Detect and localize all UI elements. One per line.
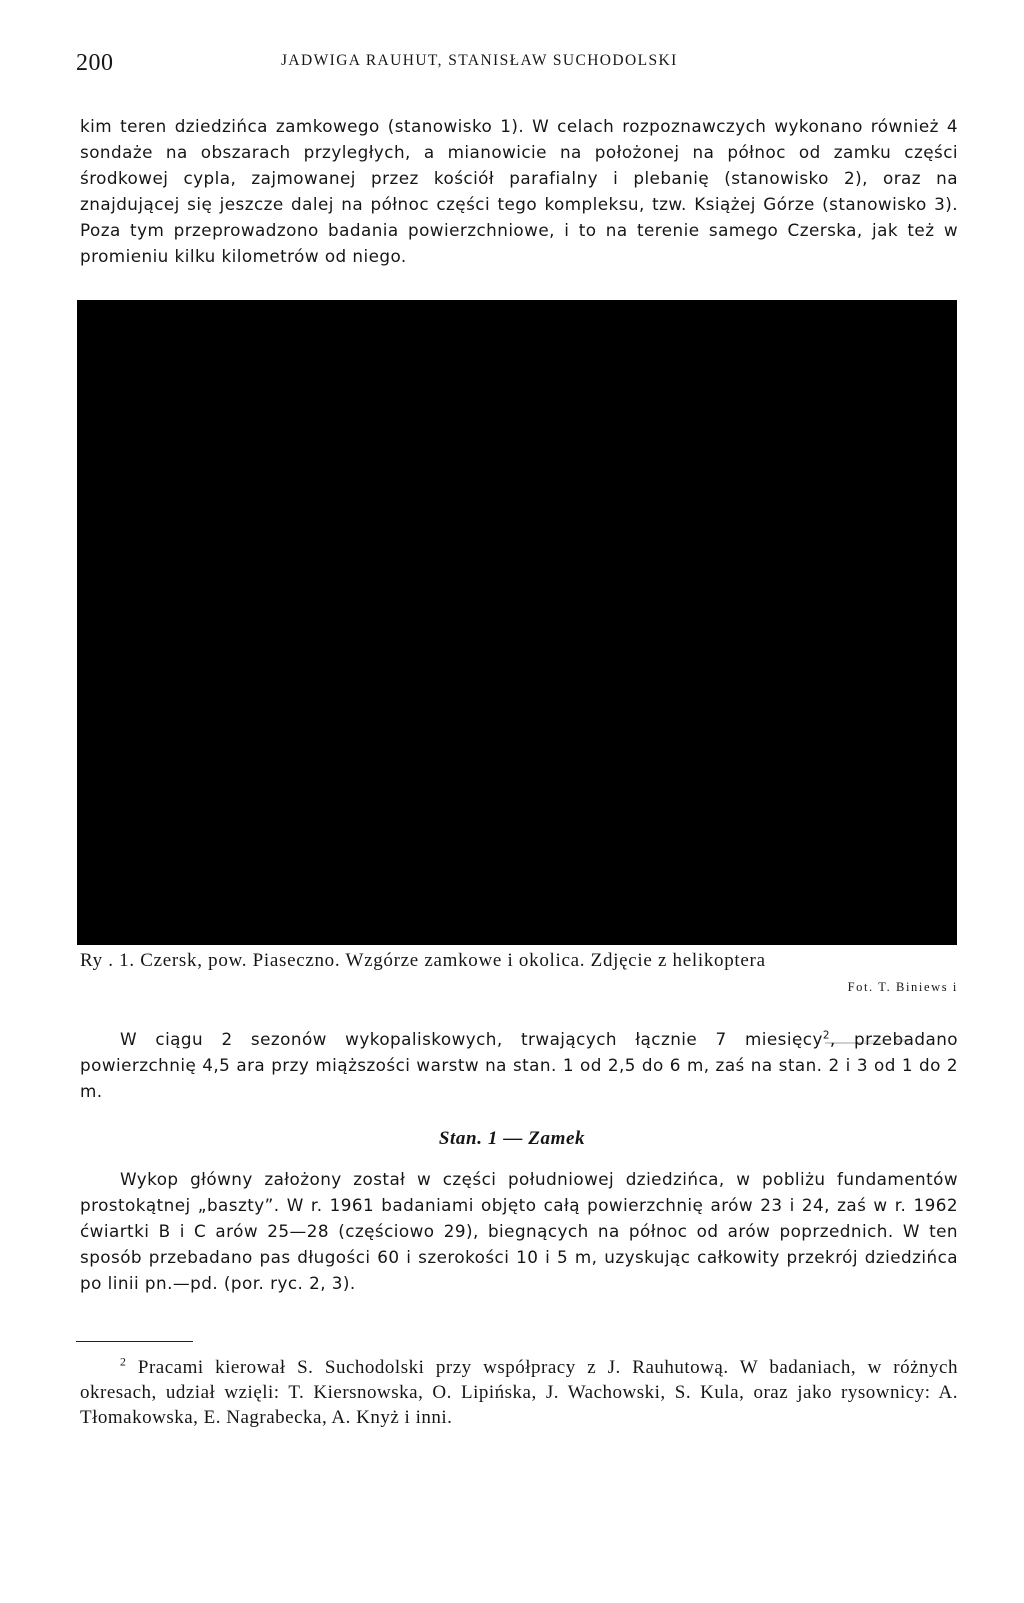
footnote (80, 1355, 958, 1430)
paragraph-text: W ciągu 2 sezonów wykopaliskowych, trwających łącznie 7 miesięcy (120, 1029, 823, 1049)
running-head: JADWIGA RAUHUT, STANISŁAW SUCHODOLSKI (281, 52, 678, 69)
page-number: 200 (76, 50, 114, 76)
section-heading: Stan. 1 — Zamek (438, 1128, 586, 1149)
aerial-photograph (77, 300, 957, 945)
body-paragraph: kim teren dziedzińca zamkowego (stanowisko 1). W celach rozpoznawczych wykonano również 4 sondaże na obszarach przyległych, a mianowicie na położonej na północ od zamku części środkowej cypla, zajmowanej przez kościół parafialny i plebanię (stanowisko 2), oraz na znajdującej się jeszcze dalej na północ części tego kompleksu, tzw. Książej Górze (stanowisko 3). Poza tym przeprowadzono badania powierzchniowe, i to na terenie samego Czerska, jak też w promieniu kilku kilometrów od niego. (80, 116, 958, 266)
body-paragraph: Wykop główny założony został w części południowej dziedzińca, w pobliżu fundamentów prostokątnej „baszty”. W r. 1961 badaniami objęto całą powierzchnię arów 23 i 24, zaś w r. 1962 ćwiartki B i C arów 25—28 (częściowo 29), biegnących na północ od arów poprzednich. W ten sposób przebadano pas długości 60 i szerokości 10 i 5 m, uzyskując całkowity przekrój dziedzińca po linii pn.—pd. (por. ryc. 2, 3). (80, 1169, 958, 1293)
body-paragraph (80, 1026, 958, 1104)
photo-credit: Fot. T. Biniews i (847, 980, 958, 994)
footnote-reference: 2 (822, 1029, 830, 1042)
figure-caption: Ry . 1. Czersk, pow. Piaseczno. Wzgórze zamkowe i okolica. Zdjęcie z helikoptera (80, 950, 766, 971)
footnote-divider (76, 1341, 193, 1342)
paragraph-text: , przebadano powierzchnię 4,5 ara przy miąższości warstw na stan. 1 od 2,5 do 6 m, zaś na stan. 2 i 3 od 1 do 2 m. (80, 1029, 958, 1101)
footnote-text: Pracami kierował S. Suchodolski przy współpracy z J. Rauhutową. W badaniach, w różnych okresach, udział wzięli: T. Kiersnowska, O. Lipińska, J. Wachowski, S. Kula, oraz jako rysownicy: A. Tłomakowska, E. Nagrabecka, A. Knyż i inni. (80, 1357, 958, 1428)
footnote-marker: 2 (120, 1355, 127, 1369)
